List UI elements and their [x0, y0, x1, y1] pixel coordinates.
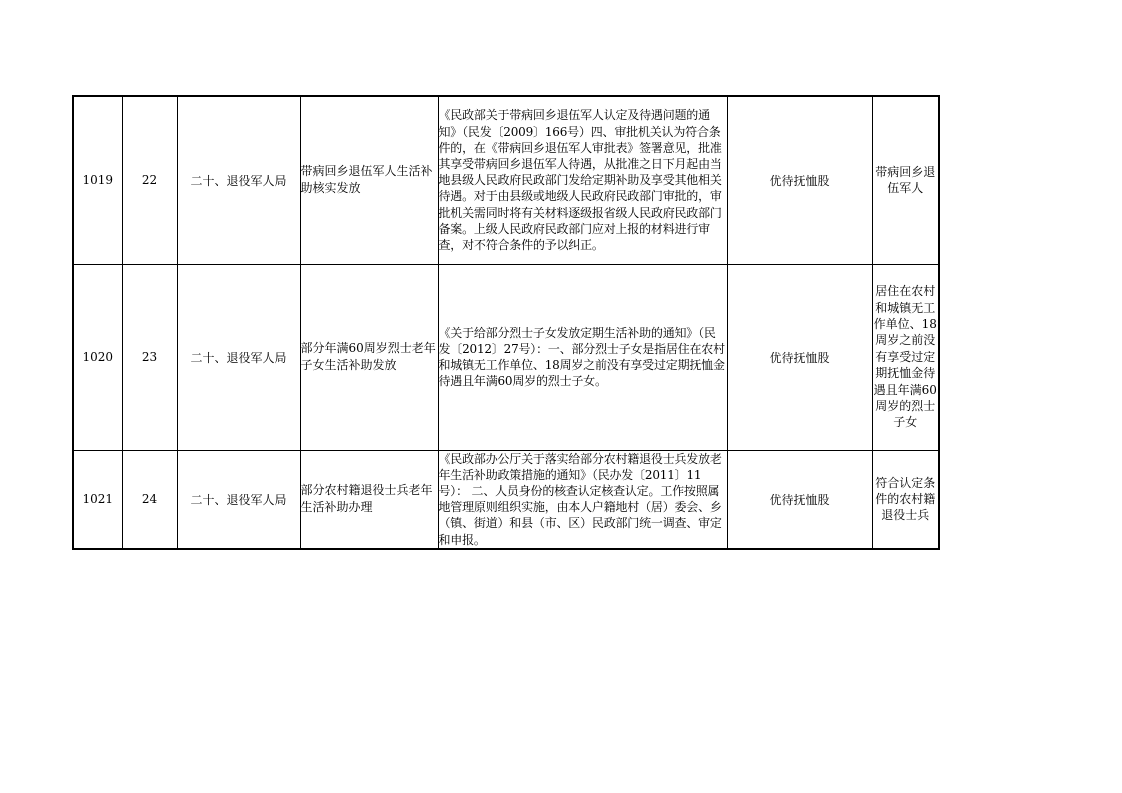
table-row	[73, 96, 939, 264]
legal-basis-cell: 《民政部关于带病回乡退伍军人认定及待遇问题的通知》（民发〔2009〕166号）四、审批机关认为符合条件的，在《带病回乡退伍军人审批表》签署意见，批准其享受带病回乡退伍军人待遇，从批准之日下月起由当地县级人民政府民政部门发给定期补助及享受其他相关待遇。对于由县级或地级人民政府民政部门审批的，审批机关需同时将有关材料逐级报省级人民政府民政部门备案。上级人民政府民政部门应对上报的材料进行审查，对不符合条件的予以纠正。	[438, 96, 727, 264]
item-name-cell: 部分年满60周岁烈士老年子女生活补助发放	[300, 264, 438, 450]
table-row	[73, 450, 939, 549]
legal-basis-cell: 《关于给部分烈士子女发放定期生活补助的通知》（民发〔2012〕27号）：一、部分烈士子女是指居住在农村和城镇无工作单位、18周岁之前没有享受过定期抚恤金待遇且年满60周岁的烈士子女。	[438, 264, 727, 450]
policy-table	[72, 95, 940, 550]
responsible-unit-cell: 优待抚恤股	[727, 96, 872, 264]
responsible-unit-cell: 优待抚恤股	[727, 450, 872, 549]
responsible-unit-cell: 优待抚恤股	[727, 264, 872, 450]
sequence-cell: 22	[122, 96, 177, 264]
item-name-cell: 部分农村籍退役士兵老年生活补助办理	[300, 450, 438, 549]
legal-basis-cell: 《民政部办公厅关于落实给部分农村籍退役士兵发放老年生活补助政策措施的通知》（民办发〔2011〕11号）： 二、人员身份的核查认定核查认定。工作按照属地管理原则组织实施，由本人户籍地村（居）委会、乡（镇、街道）和县（市、区）民政部门统一调查、审定和申报。	[438, 450, 727, 549]
department-cell: 二十、退役军人局	[177, 450, 300, 549]
table-row	[73, 264, 939, 450]
row-number-cell: 1019	[73, 96, 122, 264]
target-object-cell: 居住在农村和城镇无工作单位、18周岁之前没有享受过定期抚恤金待遇且年满60周岁的烈士子女	[872, 264, 939, 450]
sequence-cell: 24	[122, 450, 177, 549]
target-object-cell: 符合认定条件的农村籍退役士兵	[872, 450, 939, 549]
row-number-cell: 1020	[73, 264, 122, 450]
row-number-cell: 1021	[73, 450, 122, 549]
target-object-cell: 带病回乡退伍军人	[872, 96, 939, 264]
department-cell: 二十、退役军人局	[177, 96, 300, 264]
department-cell: 二十、退役军人局	[177, 264, 300, 450]
item-name-cell: 带病回乡退伍军人生活补助核实发放	[300, 96, 438, 264]
sequence-cell: 23	[122, 264, 177, 450]
